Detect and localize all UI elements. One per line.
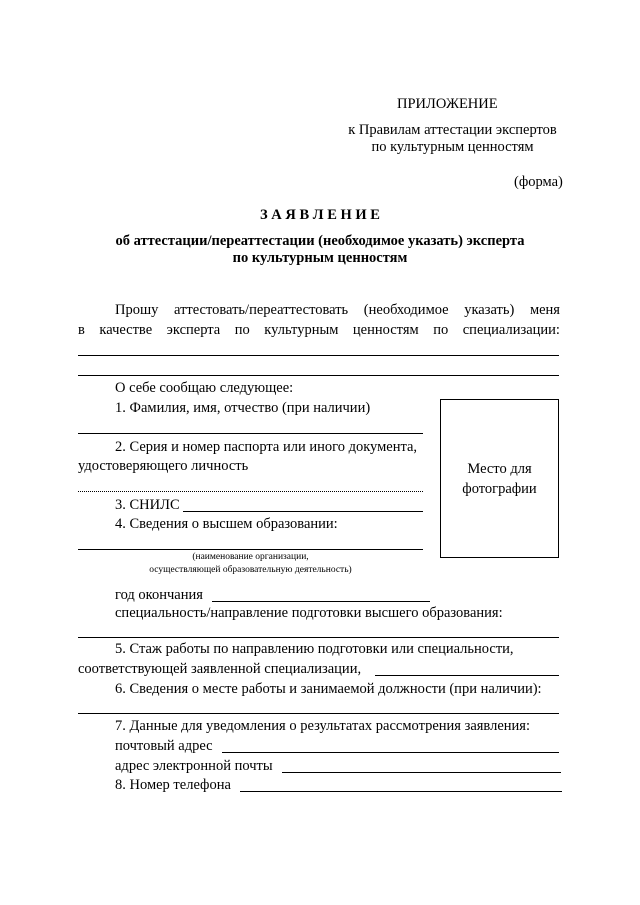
graduation-year-label: год окончания [115, 587, 203, 603]
phone-field[interactable] [240, 791, 562, 792]
form-label: (форма) [514, 174, 563, 190]
request-word: качестве [99, 322, 153, 338]
passport-label-line2: удостоверяющего личность [78, 458, 249, 474]
request-word: культурным [264, 322, 339, 338]
workplace-label: 6. Сведения о месте работы и занимаемой должности (при наличии): [115, 681, 542, 697]
experience-field[interactable] [375, 675, 559, 676]
request-word: указать) [464, 302, 515, 318]
document-subtitle-line2: по культурным ценностям [232, 250, 408, 266]
education-organization-field[interactable] [78, 549, 423, 550]
about-heading: О себе сообщаю следующее: [115, 380, 294, 396]
document-title: З А Я В Л Е Н И Е [260, 207, 380, 223]
request-word: (необходимое [363, 302, 449, 318]
specialty-label: специальность/направление подготовки высшего образования: [115, 605, 503, 621]
request-paragraph-line2 [78, 322, 560, 339]
photo-placeholder [440, 399, 559, 558]
snils-field[interactable] [183, 511, 423, 512]
passport-field[interactable] [78, 491, 423, 492]
specialization-field-line2[interactable] [78, 375, 559, 376]
notification-label: 7. Данные для уведомления о результатах рассмотрения заявления: [115, 718, 530, 734]
education-label: 4. Сведения о высшем образовании: [115, 516, 338, 532]
phone-label: 8. Номер телефона [115, 777, 231, 793]
request-word: эксперта [166, 322, 221, 338]
request-word: специализации: [462, 322, 560, 338]
rules-reference-line2: по культурным ценностям [371, 139, 534, 155]
request-word: в [78, 322, 85, 338]
workplace-field[interactable] [78, 713, 559, 714]
specialty-field[interactable] [78, 637, 559, 638]
request-word: меня [529, 302, 560, 318]
request-word: по [234, 322, 250, 338]
experience-label-line1: 5. Стаж работы по направлению подготовки или специальности, [115, 641, 514, 657]
fio-field[interactable] [78, 433, 423, 434]
appendix-heading: ПРИЛОЖЕНИЕ [397, 96, 498, 112]
passport-label-line1: 2. Серия и номер паспорта или иного документа, [115, 439, 418, 455]
organization-hint-line1: (наименование организации, [192, 552, 309, 562]
postal-address-label: почтовый адрес [115, 738, 213, 754]
request-paragraph-line1 [115, 302, 560, 319]
request-word: по [433, 322, 449, 338]
experience-label-line2: соответствующей заявленной специализации, [78, 661, 362, 677]
organization-hint-line2: осуществляющей образовательную деятельность) [149, 565, 352, 575]
request-word: Прошу [115, 302, 159, 318]
snils-label: 3. СНИЛС [115, 497, 180, 513]
photo-label-line1: Место для [467, 460, 532, 477]
fio-label: 1. Фамилия, имя, отчество (при наличии) [115, 400, 371, 416]
photo-label-line2: фотографии [462, 480, 537, 497]
graduation-year-field[interactable] [212, 601, 430, 602]
postal-address-field[interactable] [222, 752, 559, 753]
request-word: ценностям [352, 322, 419, 338]
request-word: аттестовать/переаттестовать [174, 302, 349, 318]
email-field[interactable] [282, 772, 561, 773]
rules-reference-line1: к Правилам аттестации экспертов [348, 122, 557, 138]
email-label: адрес электронной почты [115, 758, 273, 774]
specialization-field-line1[interactable] [78, 355, 559, 356]
document-subtitle-line1: об аттестации/переаттестации (необходимое указать) эксперта [115, 233, 525, 249]
